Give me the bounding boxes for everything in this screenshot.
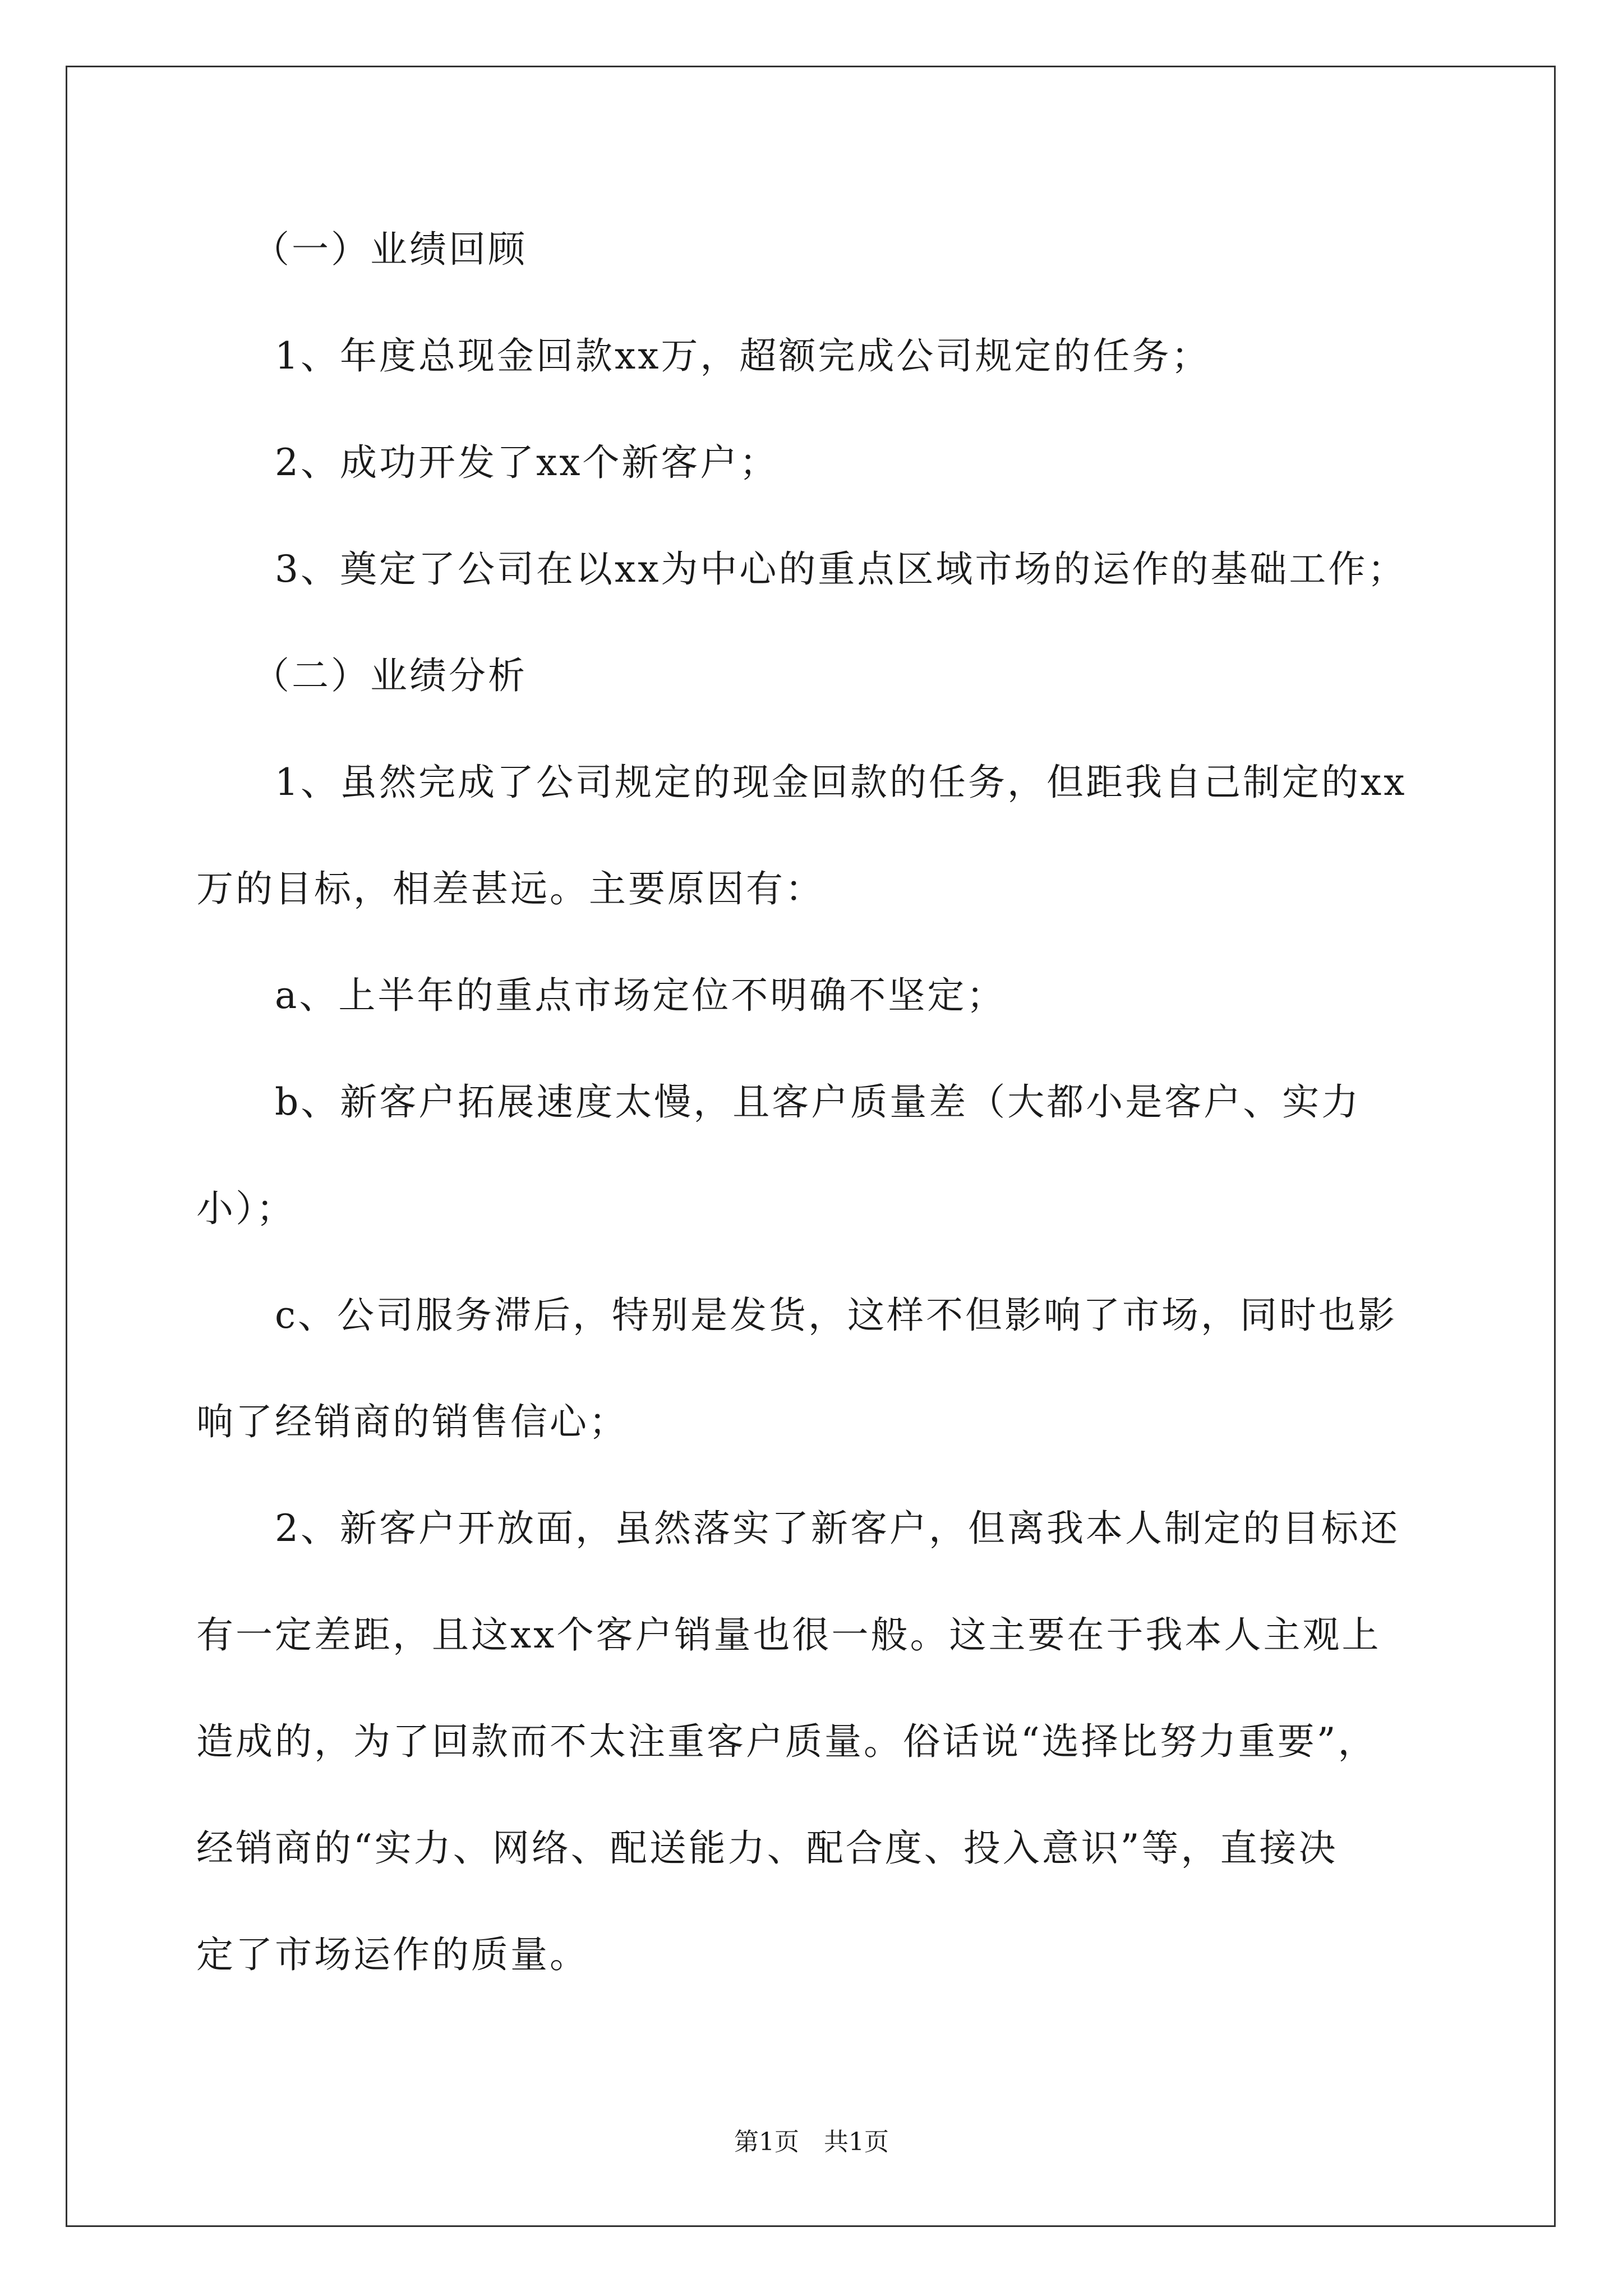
paragraph-5-line-1: 2、新客户开放面，虽然落实了新客户，但离我本人制定的目标还 — [275, 1507, 1400, 1550]
paragraph-2: 2、成功开发了xx个新客户； — [275, 441, 779, 484]
paragraph-4-line-1: 1、虽然完成了公司规定的现金回款的任务，但距我自己制定的xx — [275, 761, 1407, 804]
paragraph-c-line-1: c、公司服务滞后，特别是发货，这样不但影响了市场，同时也影 — [275, 1294, 1397, 1337]
paragraph-b-line-2: 小）； — [196, 1187, 296, 1230]
page-number-footer: 第1页 共1页 — [734, 2128, 889, 2156]
paragraph-1: 1、年度总现金回款xx万，超额完成公司规定的任务； — [275, 334, 1211, 378]
paragraph-5-line-2: 有一定差距，且这xx个客户销量也很一般。这主要在于我本人主观上 — [196, 1613, 1381, 1657]
paragraph-4-line-2: 万的目标，相差甚远。主要原因有： — [196, 867, 824, 910]
paragraph-5-line-4: 经销商的“实力、网络、配送能力、配合度、投入意识”等，直接决 — [196, 1826, 1338, 1870]
page-border — [66, 66, 1556, 2227]
paragraph-c-line-2: 响了经销商的销售信心； — [196, 1400, 628, 1443]
section-heading-analysis: （二）业绩分析 — [252, 654, 527, 697]
section-heading-review: （一）业绩回顾 — [252, 228, 527, 271]
paragraph-b-line-1: b、新客户拓展速度太慢，且客户质量差（大都小是客户、实力 — [275, 1080, 1361, 1124]
paragraph-5-line-3: 造成的，为了回款而不太注重客户质量。俗话说“选择比努力重要”， — [196, 1720, 1377, 1763]
paragraph-5-line-5: 定了市场运作的质量。 — [196, 1933, 589, 1976]
paragraph-3: 3、奠定了公司在以xx为中心的重点区域市场的运作的基础工作； — [275, 547, 1407, 591]
paragraph-a: a、上半年的重点市场定位不明确不坚定； — [275, 974, 1006, 1017]
